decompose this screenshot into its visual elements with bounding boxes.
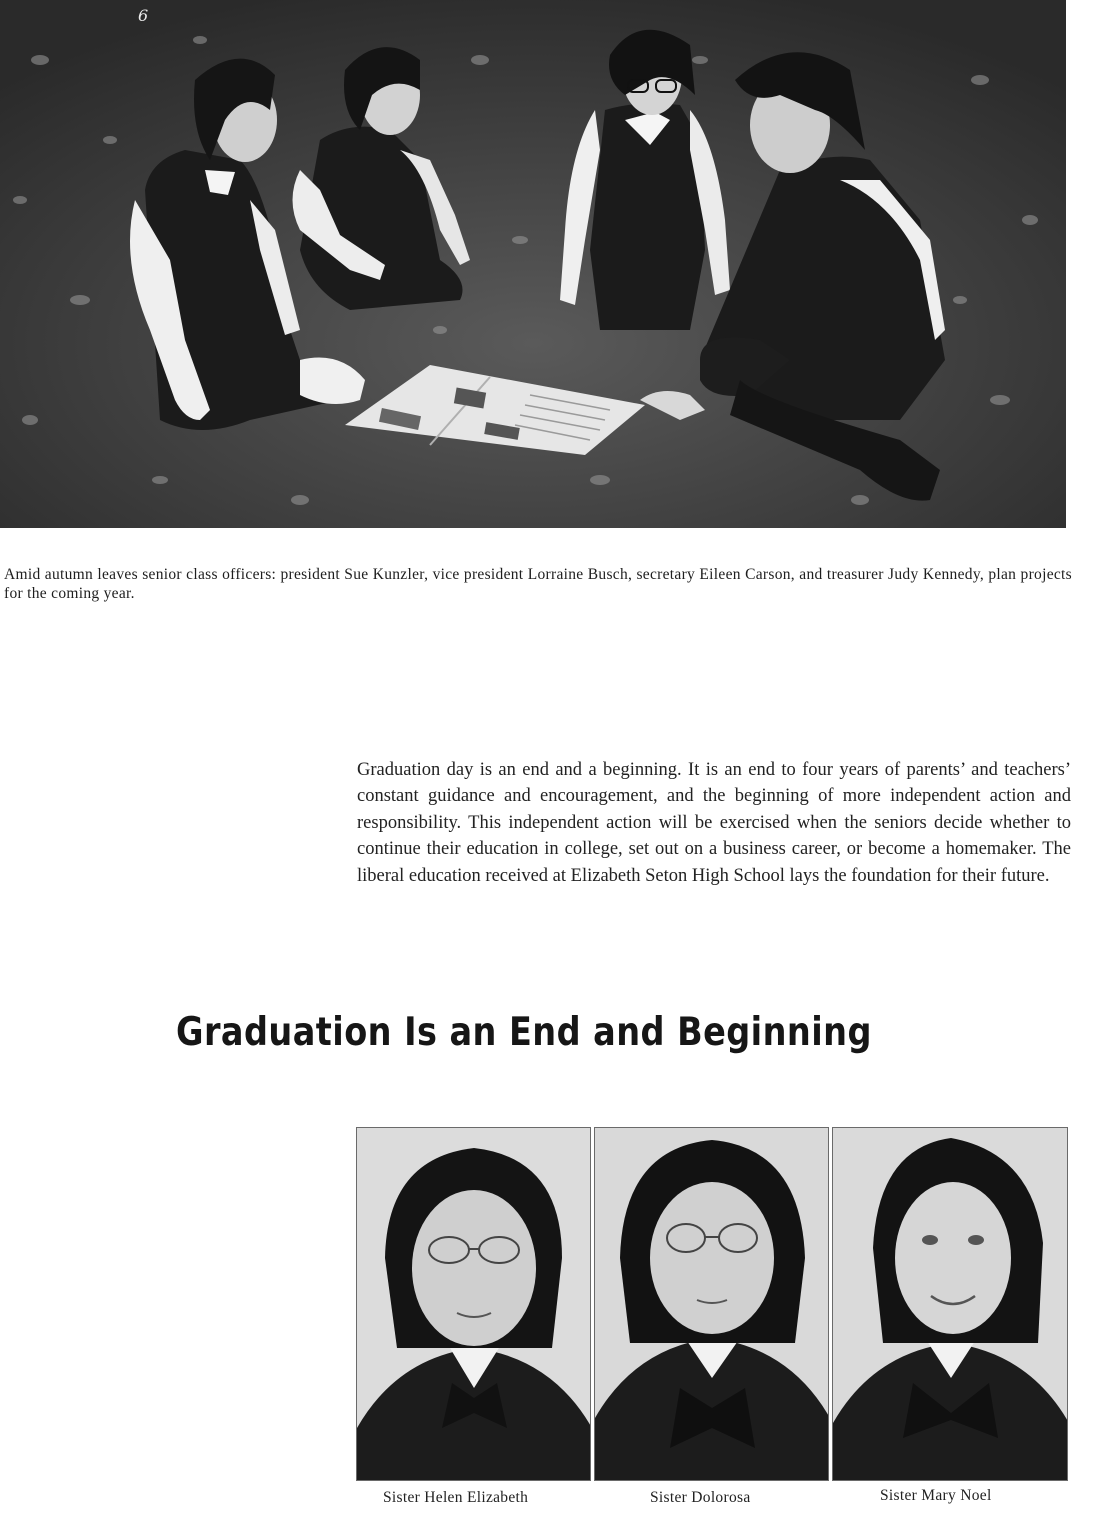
portrait-caption-1: Sister Helen Elizabeth <box>383 1489 529 1506</box>
headline: Graduation Is an End and Beginning <box>176 1010 872 1056</box>
page-mark: 6 <box>138 6 149 25</box>
portrait-illustration <box>357 1128 591 1481</box>
portrait-illustration <box>833 1128 1068 1481</box>
article-body: Graduation day is an end and a beginning. It is an end to four years of parents’ and teachers’ constant guidance and encouragement, and the beginning of more independent action and responsibility. This independent action will be exercised when the seniors decide whether to continue their education in college, set out on a business career, or become a homemaker. The liberal education received at Elizabeth Seton High School lays the foundation for their future. <box>357 759 1071 886</box>
portrait-sister-helen-elizabeth <box>356 1127 591 1481</box>
portrait-sister-mary-noel <box>832 1127 1068 1481</box>
portrait-caption-2: Sister Dolorosa <box>650 1489 751 1506</box>
portrait-sister-dolorosa <box>594 1127 829 1481</box>
portrait-illustration <box>595 1128 829 1481</box>
top-photo <box>0 0 1066 528</box>
photo-caption: Amid autumn leaves senior class officers: president Sue Kunzler, vice president Lorraine Busch, secretary Eileen Carson, and treasurer Judy Kennedy, plan projects for the coming year. <box>4 565 1072 602</box>
portrait-caption-3: Sister Mary Noel <box>880 1487 992 1504</box>
top-photo-illustration <box>0 0 1066 528</box>
